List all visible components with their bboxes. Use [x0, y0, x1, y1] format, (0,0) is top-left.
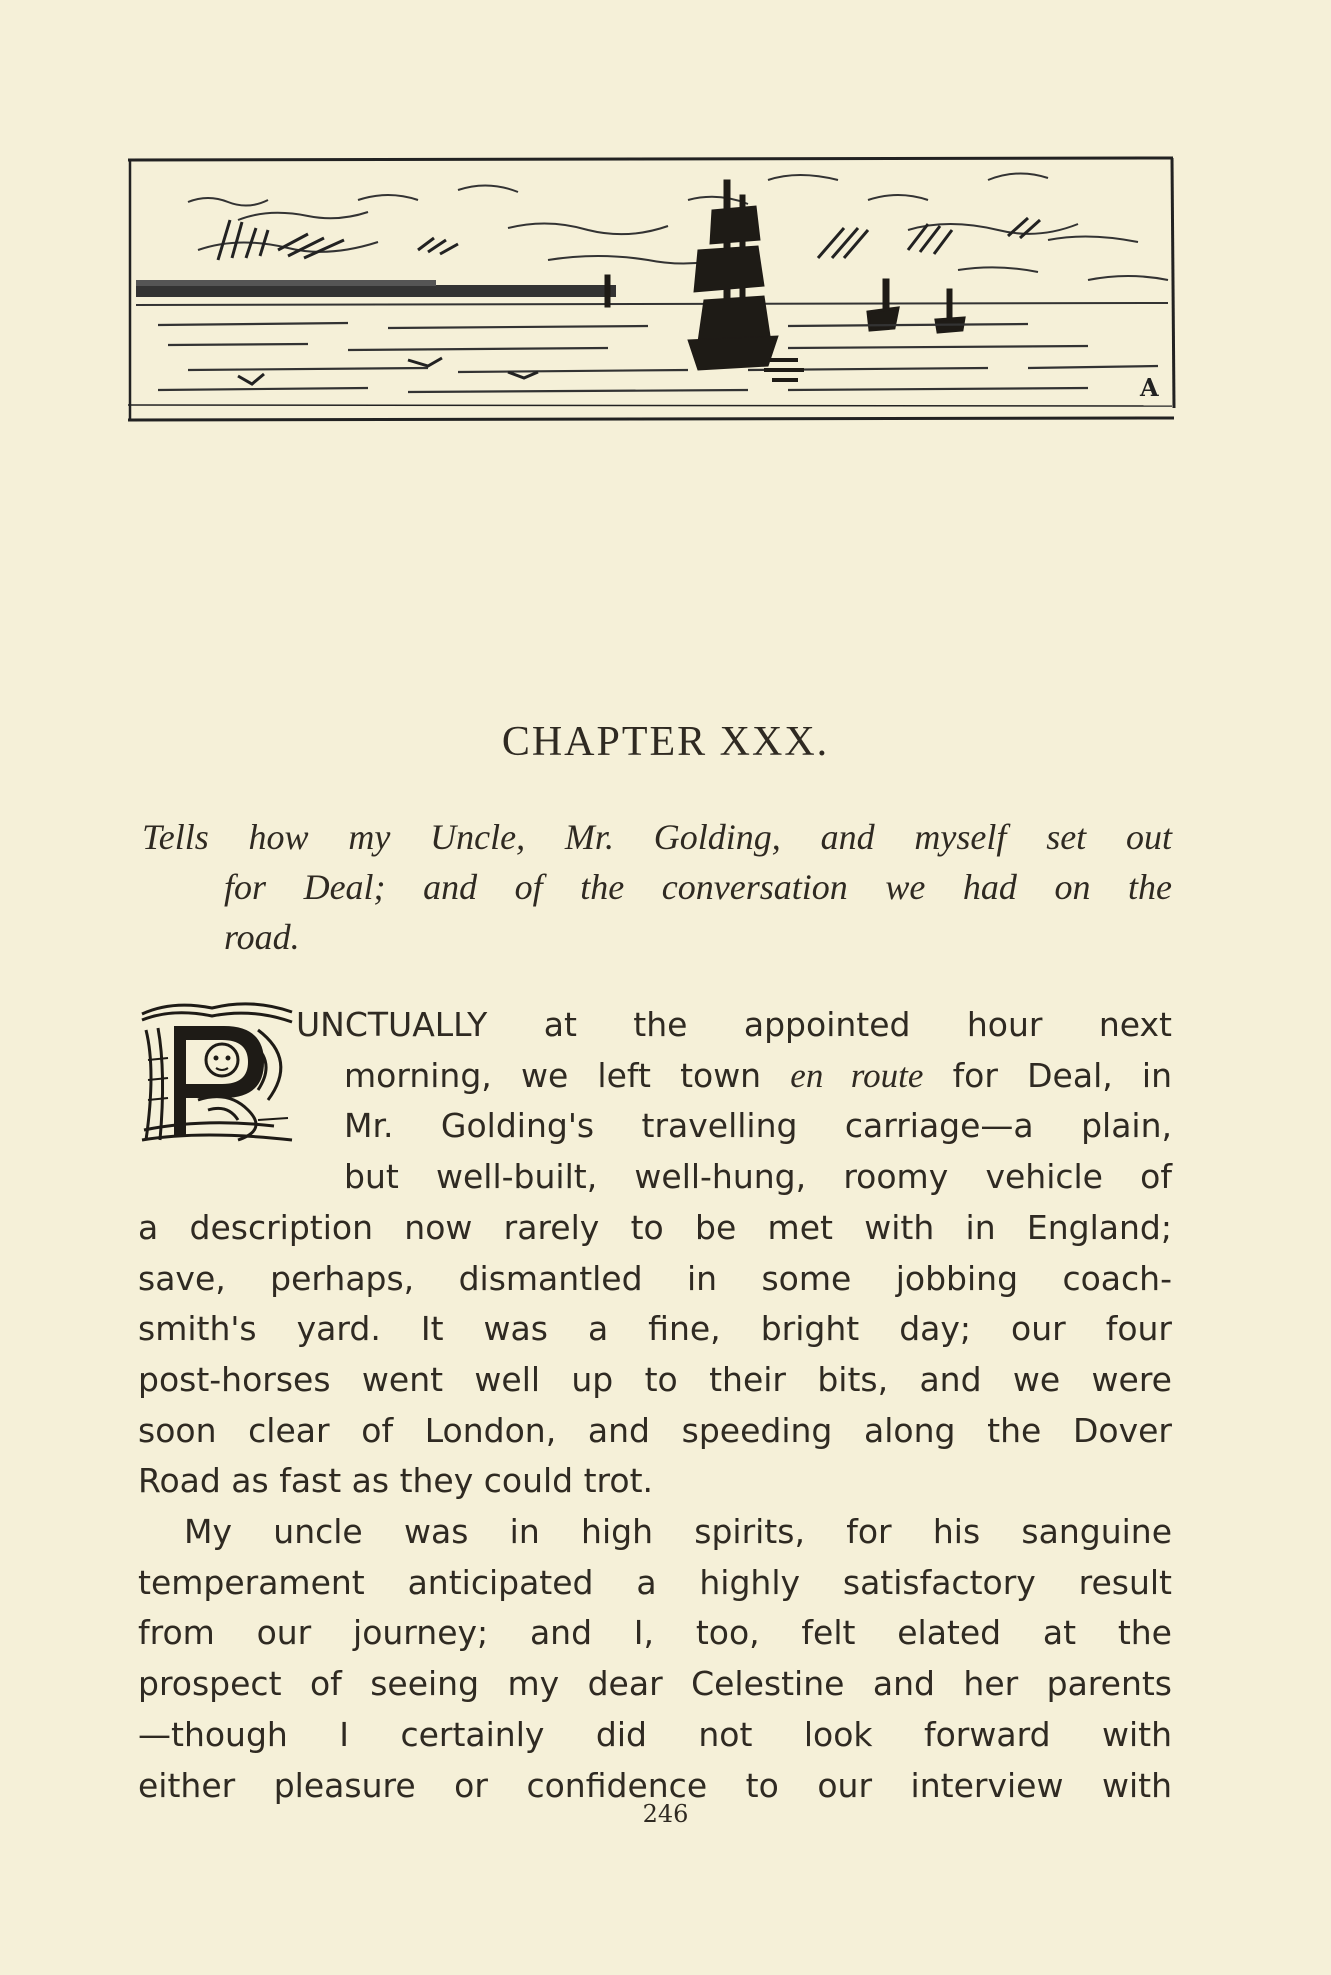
text-line: Road as fast as they could trot. — [138, 1461, 653, 1501]
body-text — [138, 1000, 1172, 1811]
text-line: prospect of seeing my dear Celestine and her parents — [138, 1664, 1172, 1704]
text-line: but well-built, well-hung, roomy vehicle of — [344, 1157, 1172, 1197]
summary-line: Tells how my Uncle, Mr. Golding, and myself set out — [142, 817, 1172, 857]
text-segment: for Deal, in — [923, 1055, 1172, 1095]
summary-line: for Deal; and of the conversation we had on the — [224, 867, 1172, 907]
italic-phrase: en route — [790, 1055, 924, 1095]
text-segment: morning, we left town — [344, 1055, 791, 1095]
summary-line: road. — [224, 917, 300, 957]
text-line: either pleasure or confidence to our interview with — [138, 1765, 1172, 1805]
seascape-illustration — [128, 140, 1176, 422]
text-line: UNCTUALLY at the appointed hour next — [296, 1005, 1172, 1044]
text-line: soon clear of London, and speeding along the Dover — [138, 1410, 1172, 1450]
text-line — [138, 1051, 1172, 1102]
text-line: temperament anticipated a highly satisfactory result — [138, 1562, 1172, 1602]
text-line: —though I certainly did not look forward with — [138, 1714, 1172, 1754]
text-line: Mr. Golding's travelling carriage—a plain, — [344, 1106, 1172, 1146]
text-line: a description now rarely to be met with in England; — [138, 1207, 1172, 1247]
ship-engraving-icon — [128, 140, 1176, 422]
chapter-title: CHAPTER XXX. — [501, 719, 830, 765]
text-line: smith's yard. It was a fine, bright day; our four — [138, 1309, 1172, 1349]
page-number: 246 — [642, 1800, 689, 1828]
text-line: from our journey; and I, too, felt elated at the — [138, 1613, 1172, 1653]
chapter-summary — [142, 812, 1172, 962]
svg-text:A: A — [1140, 373, 1159, 402]
text-line: My uncle was in high spirits, for his sanguine — [184, 1512, 1172, 1552]
text-line: post-horses went well up to their bits, and we were — [138, 1359, 1172, 1399]
text-line: save, perhaps, dismantled in some jobbing coach- — [138, 1258, 1172, 1298]
